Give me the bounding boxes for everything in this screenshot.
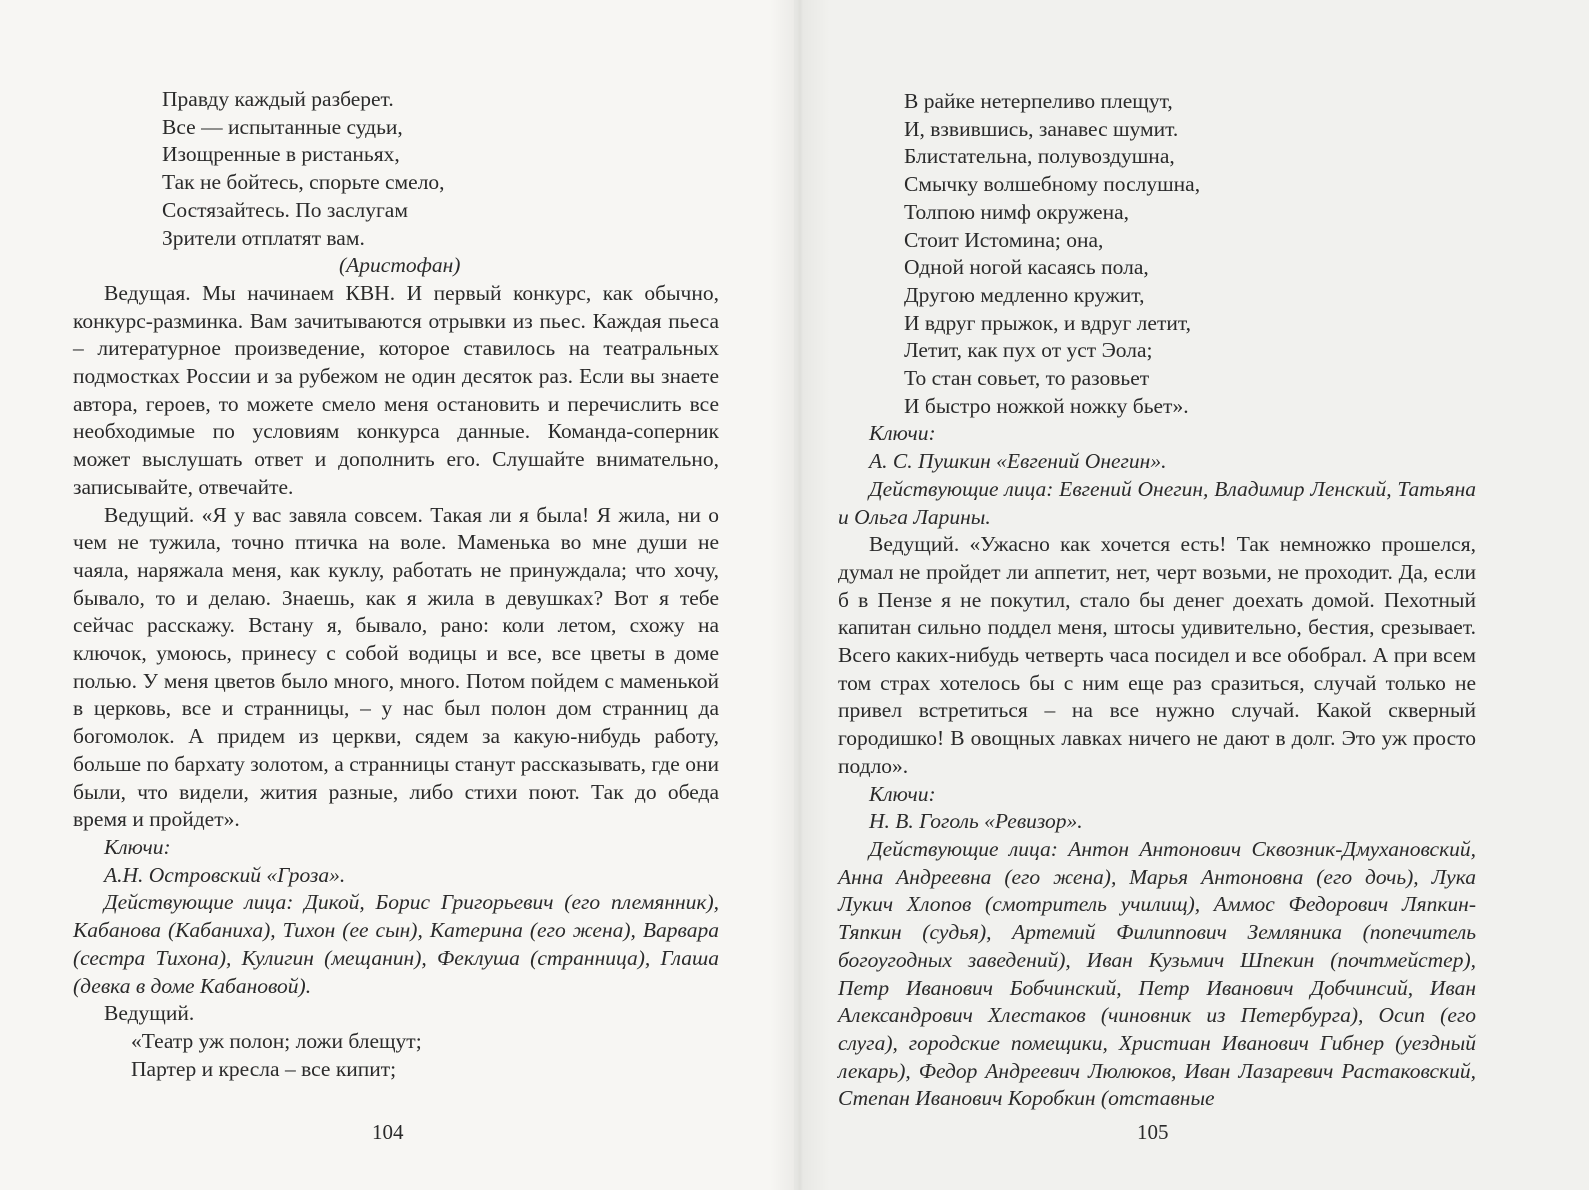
verse-line: Изощренные в ристаньях, bbox=[162, 142, 400, 167]
paragraph-excerpt-revizor: Ведущий. «Ужасно как хочется есть! Так немножко прошелся, думал не пройдет ли аппетит, нет, черт возьми, не проходит. Да, если б в Пензе я не покутил, стало бы денег доехать домой. Пехотный капитан сильно поддел меня, штосы удивительно, бестия, срезывает. Всего каких-нибудь четверть часа посидел и все обобрал. А при всем том страх хотелось бы с ним еще раз сразиться, случай только не привел встретиться – на все нужно случай. Какой скверный городишко! В овощных лавках ничего не дают в долг. Это уж просто подло». bbox=[838, 532, 1476, 778]
paragraph-presenter-intro: Ведущая. Мы начинаем КВН. И первый конкурс, как обычно, конкурс-разминка. Вам зачитываются отрывки из пьес. Каждая пьеса – литературное произведение, которое ставилось на театральных подмостках России и за рубежом не один десяток раз. Если вы знаете автора, героев, то можете смело меня остановить и перечислить все необходимые по условиям конкурса данные. Команда-соперник может выслушать ответ и дополнить его. Слушайте внимательно, записывайте, отвечайте. bbox=[73, 280, 719, 499]
verse-line: Состязайтесь. По заслугам bbox=[162, 197, 408, 222]
verse-stanza-top bbox=[73, 86, 719, 252]
keys-answer: А. С. Пушкин «Евгений Онегин». bbox=[869, 449, 1167, 474]
keys-answer: А.Н. Островский «Гроза». bbox=[104, 862, 346, 887]
keys-label: Ключи: bbox=[869, 781, 936, 806]
page-number: 105 bbox=[1137, 1120, 1169, 1144]
left-text-column bbox=[73, 86, 719, 1083]
keys-characters: Действующие лица: Дикой, Борис Григорьевич (его племянник), Кабанова (Кабаниха), Тихон (ее сын), Катерина (его жена), Варвара (сестра Тихона), Кулигин (мещанин), Феклуша (странница), Глаша (девка в доме Кабановой). bbox=[73, 890, 719, 998]
verse-line: То стан совьет, то разовьет bbox=[904, 366, 1150, 391]
verse-line: Стоит Истомина; она, bbox=[904, 227, 1104, 252]
verse-line: Так не бойтесь, спорьте смело, bbox=[162, 170, 445, 195]
right-text-column bbox=[838, 88, 1476, 1113]
keys-characters: Действующие лица: Антон Антонович Сквозник-Дмухановский, Анна Андреевна (его жена), Марья Антоновна (его дочь), Лука Лукич Хлопов (смотритель училищ), Аммос Федорович Ляпкин-Тяпкин (судья), Артемий Филиппович Земляника (попечитель богоугодных заведений), Иван Кузьмич Шпекин (почтмейстер), Петр Иванович Бобчинский, Петр Иванович Добчинсий, Иван Александрович Хлестаков (чиновник из Петербурга), Осип (его слуга), городские помещики, Христиан Иванович Гибнер (уездный лекарь), Федор Андреевич Люлюков, Иван Лазаревич Растаковский, Степан Иванович Коробкин (отставные bbox=[838, 836, 1476, 1111]
verse-line: И быстро ножкой ножку бьет». bbox=[904, 393, 1189, 418]
keys-label: Ключи: bbox=[869, 421, 936, 446]
verse-line: «Театр уж полон; ложи блещут; bbox=[131, 1028, 422, 1053]
verse-line: Правду каждый разберет. bbox=[162, 87, 394, 111]
verse-line: И вдруг прыжок, и вдруг летит, bbox=[904, 310, 1192, 335]
keys-answer: Н. В. Гоголь «Ревизор». bbox=[869, 809, 1083, 834]
verse-stanza bbox=[838, 88, 1476, 420]
verse-line: Другою медленно кружит, bbox=[904, 282, 1145, 307]
right-page bbox=[794, 0, 1589, 1190]
verse-stanza-bottom bbox=[73, 1028, 719, 1083]
verse-line: Зрители отплатят вам. bbox=[162, 225, 365, 250]
book-gutter-shadow bbox=[770, 0, 830, 1190]
verse-line: И, взвившись, занавес шумит. bbox=[904, 116, 1179, 141]
left-page bbox=[0, 0, 794, 1190]
verse-line: Летит, как пух от уст Эола; bbox=[904, 338, 1153, 363]
verse-line: В райке нетерпеливо плещут, bbox=[904, 89, 1173, 113]
verse-line: Толпою нимф окружена, bbox=[904, 199, 1129, 224]
keys-label: Ключи: bbox=[104, 834, 171, 859]
verse-line: Одной ногой касаясь пола, bbox=[904, 255, 1149, 280]
page-number: 104 bbox=[372, 1120, 404, 1144]
verse-attribution: (Аристофан) bbox=[339, 253, 461, 278]
paragraph-excerpt-groza: Ведущий. «Я у вас завяла совсем. Такая ли я была! Я жила, ни о чем не тужила, точно птичка на воле. Маменька во мне души не чаяла, наряжала меня, как куклу, работать не принуждала; что хочу, бывало, то и делаю. Знаешь, как я жила в девушках? Вот я тебе сейчас расскажу. Встану я, бывало, рано: коли летом, схожу на ключок, умоюсь, принесу с собой водицы и все, все цветы в доме полью. У меня цветов было много, много. Потом пойдем с маменькой в церковь, все и странницы, – у нас был полон дом странниц да богомолок. А придем из церкви, сядем за какую-нибудь работу, больше по бархату золотом, а странницы станут рассказывать, где они были, что видели, жития разные, либо стихи поют. Так до обеда время и пройдет». bbox=[73, 502, 719, 832]
keys-characters: Действующие лица: Евгений Онегин, Владимир Ленский, Татьяна и Ольга Ларины. bbox=[838, 476, 1476, 529]
verse-line: Блистательна, полувоздушна, bbox=[904, 144, 1175, 169]
presenter-label: Ведущий. bbox=[104, 1001, 195, 1026]
verse-line: Смычку волшебному послушна, bbox=[904, 172, 1201, 197]
verse-line: Все — испытанные судьи, bbox=[162, 114, 403, 139]
verse-line: Партер и кресла – все кипит; bbox=[131, 1056, 397, 1081]
